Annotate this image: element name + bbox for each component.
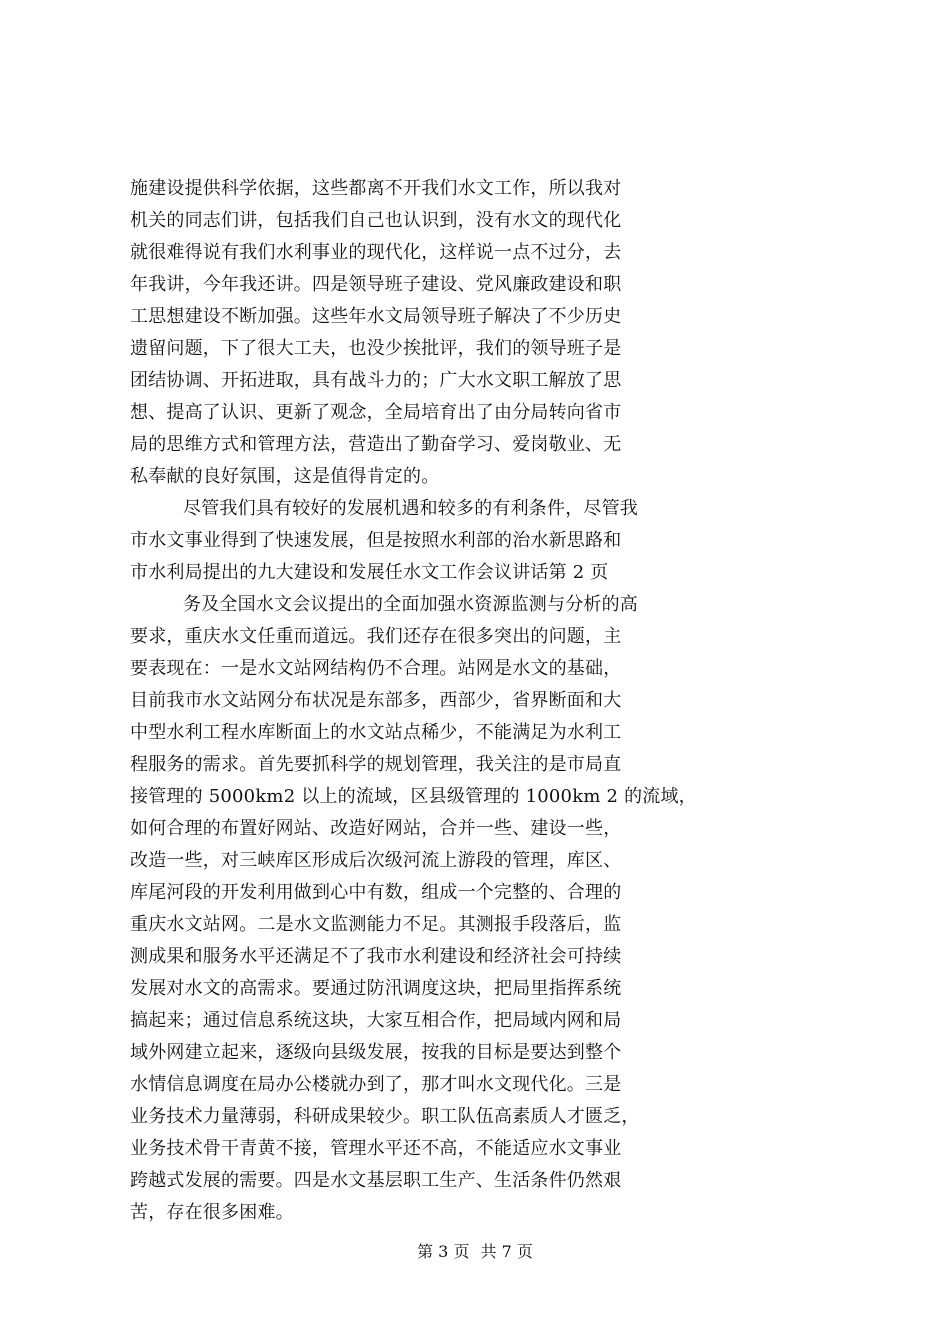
text-line: 业务技术力量薄弱，科研成果较少。职工队伍高素质人才匮乏，	[130, 1106, 640, 1127]
text-line: 机关的同志们讲，包括我们自己也认识到，没有水文的现代化	[130, 210, 622, 231]
text-line: 务及全国水文会议提出的全面加强水资源监测与分析的高	[183, 594, 638, 615]
text-line: 团结协调、开拓进取，具有战斗力的；广大水文职工解放了思	[130, 370, 622, 391]
text-line: 要表现在：一是水文站网结构仍不合理。站网是水文的基础，	[130, 658, 622, 679]
text-line: 业务技术骨干青黄不接，管理水平还不高，不能适应水文事业	[130, 1138, 622, 1159]
text-line: 目前我市水文站网分布状况是东部多，西部少，省界断面和大	[130, 690, 622, 711]
text-line: 搞起来；通过信息系统这块，大家互相合作，把局域内网和局	[130, 1010, 622, 1031]
text-line: 局的思维方式和管理方法，营造出了勤奋学习、爱岗敬业、无	[130, 434, 622, 455]
text-line: 跨越式发展的需要。四是水文基层职工生产、生活条件仍然艰	[130, 1170, 622, 1191]
body-text	[130, 173, 830, 1229]
text-line: 想、提高了认识、更新了观念，全局培育出了由分局转向省市	[130, 402, 622, 423]
page-footer	[0, 1242, 950, 1262]
text-line: 如何合理的布置好网站、改造好网站，合并一些、建设一些，	[130, 818, 622, 839]
text-line: 私奉献的良好氛围，这是值得肯定的。	[130, 466, 440, 487]
text-line: 就很难得说有我们水利事业的现代化，这样说一点不过分，去	[130, 242, 622, 263]
text-line: 库尾河段的开发利用做到心中有数，组成一个完整的、合理的	[130, 882, 622, 903]
page-number: 第 3 页	[417, 1242, 470, 1261]
text-line: 市水文事业得到了快速发展，但是按照水利部的治水新思路和	[130, 530, 622, 551]
text-line: 改造一些，对三峡库区形成后次级河流上游段的管理，库区、	[130, 850, 622, 871]
text-line: 接管理的 5000km2 以上的流域，区县级管理的 1000km 2 的流域，	[130, 786, 697, 807]
text-line: 中型水利工程水库断面上的水文站点稀少，不能满足为水利工	[130, 722, 622, 743]
text-line: 程服务的需求。首先要抓科学的规划管理，我关注的是市局直	[130, 754, 622, 775]
text-line: 市水利局提出的九大建设和发展任水文工作会议讲话第 2 页	[130, 562, 609, 583]
text-line: 发展对水文的高需求。要通过防汛调度这块，把局里指挥系统	[130, 978, 622, 999]
text-line: 施建设提供科学依据，这些都离不开我们水文工作，所以我对	[130, 178, 622, 199]
text-line: 年我讲，今年我还讲。四是领导班子建设、党风廉政建设和职	[130, 274, 622, 295]
text-line: 水情信息调度在局办公楼就办到了，那才叫水文现代化。三是	[130, 1074, 622, 1095]
page-total: 共 7 页	[480, 1242, 533, 1261]
text-line: 重庆水文站网。二是水文监测能力不足。其测报手段落后，监	[130, 914, 622, 935]
text-line: 工思想建设不断加强。这些年水文局领导班子解决了不少历史	[130, 306, 622, 327]
text-line: 苦，存在很多困难。	[130, 1202, 294, 1223]
text-line: 遗留问题，下了很大工夫，也没少挨批评，我们的领导班子是	[130, 338, 622, 359]
text-line: 测成果和服务水平还满足不了我市水利建设和经济社会可持续	[130, 946, 622, 967]
text-line: 要求，重庆水文任重而道远。我们还存在很多突出的问题，主	[130, 626, 622, 647]
text-line: 尽管我们具有较好的发展机遇和较多的有利条件，尽管我	[183, 498, 638, 519]
text-line: 域外网建立起来，逐级向县级发展，按我的目标是要达到整个	[130, 1042, 622, 1063]
